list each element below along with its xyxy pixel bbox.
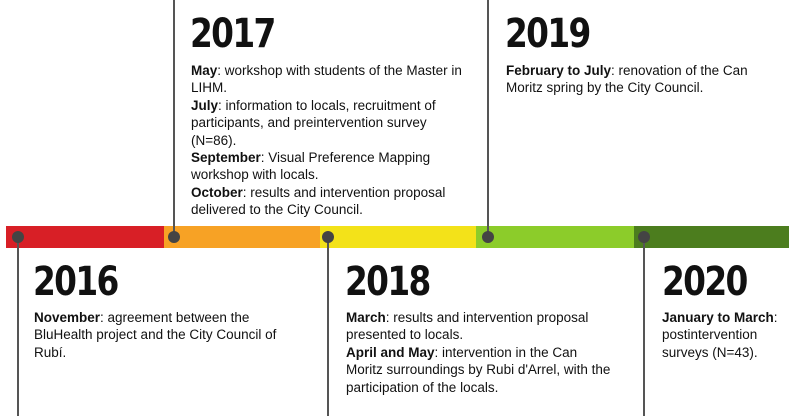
event-label: July: [191, 97, 219, 113]
event-label: May: [191, 63, 218, 78]
event-label: October: [191, 184, 243, 200]
connector-2017: [173, 0, 175, 237]
connector-2019: [487, 0, 489, 237]
event-label: April and May: [346, 344, 435, 360]
event-label: January to March: [662, 310, 774, 325]
description-2017: [191, 62, 466, 219]
timeline-segment-light-green: [476, 226, 634, 248]
event-label: March: [346, 310, 386, 325]
event-text: : Visual Preference Mapping workshop with locals.: [191, 150, 431, 183]
event-text: : postintervention surveys (N=43).: [662, 310, 778, 360]
connector-2016: [17, 237, 19, 416]
event-text: : intervention in the Can Moritz surroundings by Rubi d'Arrel, with the participation of the locals.: [346, 344, 611, 395]
description-2020: [662, 309, 790, 361]
event-text: : workshop with students of the Master in LIHM.: [191, 63, 462, 96]
description-2019: [506, 62, 761, 97]
event-label: November: [34, 310, 101, 325]
timeline-segment-dark-green: [634, 226, 789, 248]
timeline-segment-yellow: [320, 226, 476, 248]
connector-2020: [643, 237, 645, 416]
year-2020: 2020: [662, 259, 747, 305]
event-text: : renovation of the Can Moritz spring by the City Council.: [506, 63, 748, 96]
marker-2019: [482, 231, 494, 243]
event-text: : results and intervention proposal presented to locals.: [346, 310, 589, 343]
event-label: February to July: [506, 63, 612, 78]
marker-2018: [322, 231, 334, 243]
timeline-segment-red: [6, 226, 164, 248]
event-text: : agreement between the BluHealth project and the City Council of Rubí.: [34, 310, 277, 360]
event-label: September: [191, 150, 261, 166]
description-2016: [34, 309, 296, 361]
year-2016: 2016: [33, 259, 118, 305]
event-text: : results and intervention proposal delivered to the City Council.: [191, 184, 446, 218]
marker-2020: [638, 231, 650, 243]
connector-2018: [327, 237, 329, 416]
year-2018: 2018: [345, 259, 430, 305]
event-text: : information to locals, recruitment of participants, and preintervention survey (N=86).: [191, 97, 436, 148]
description-2018: [346, 309, 614, 396]
timeline-segment-orange: [164, 226, 320, 248]
year-2017: 2017: [190, 11, 275, 57]
marker-2017: [168, 231, 180, 243]
marker-2016: [12, 231, 24, 243]
year-2019: 2019: [505, 11, 590, 57]
